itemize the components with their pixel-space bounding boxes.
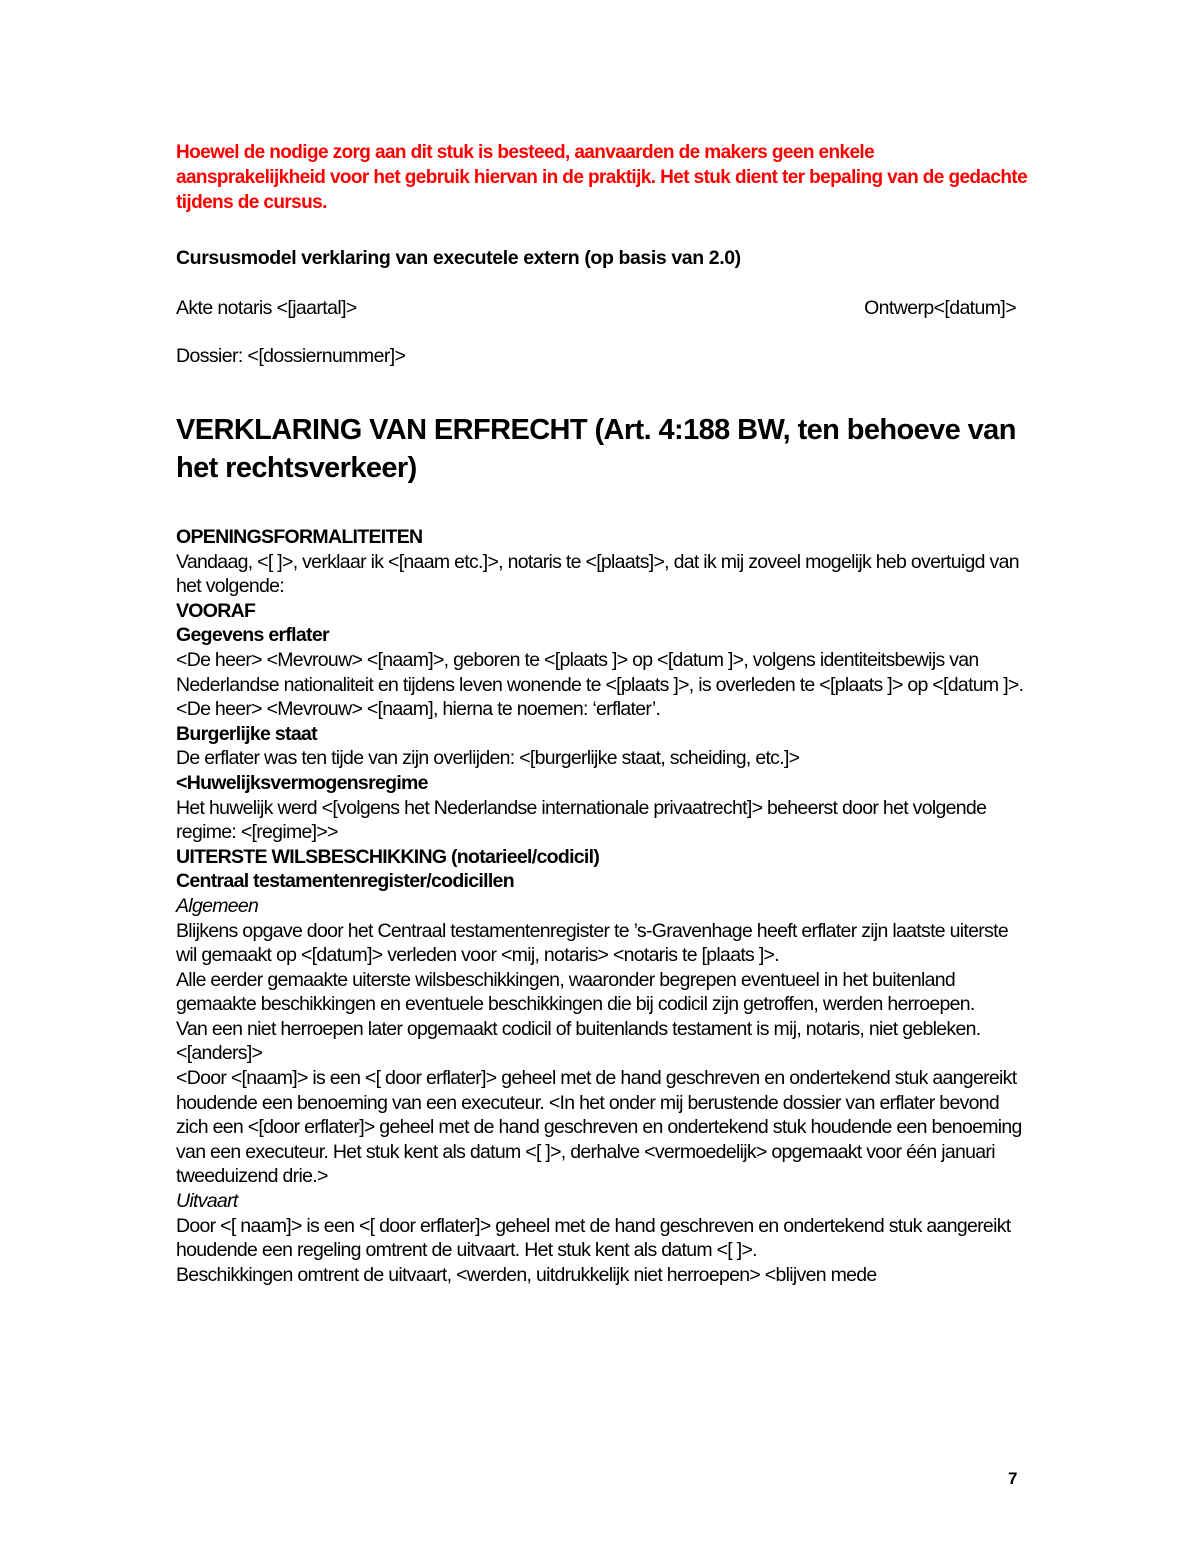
gegevens-paragraph: <De heer> <Mevrouw> <[naam]>, geboren te <[plaats ]> op <[datum ]>, volgens identiteitsbewijs van Nederlandse nationaliteit en tijdens leven wonende te <[plaats ]>, is overleden te <[plaats ]> op <[datum ]>. <De heer> <Mevrouw> <[naam], hierna te noemen: ‘erflater’. (176, 648, 1024, 721)
uitvaart-paragraph-2: Beschikkingen omtrent de uitvaart, <werden, uitdrukkelijk niet herroepen> <blijven mede (176, 1263, 877, 1286)
heading-huwelijksvermogensregime: <Huwelijksvermogensregime (176, 771, 428, 794)
page-number: 7 (1008, 1469, 1018, 1488)
disclaimer-text: Hoewel de nodige zorg aan dit stuk is besteed, aanvaarden de makers geen enkele aansprakelijkheid voor het gebruik hiervan in de praktijk. Het stuk dient ter bepaling van de gedachte tijdens de cursus. (176, 142, 1028, 213)
document-body (176, 525, 1028, 1287)
ontwerp-label: Ontwerp<[datum]> (864, 297, 1016, 319)
heading-uitvaart: Uitvaart (176, 1190, 238, 1213)
algemeen-paragraph-3: Van een niet herroepen later opgemaakt codicil of buitenlands testament is mij, notaris, niet gebleken. <[anders]> (176, 1017, 981, 1065)
akte-label: Akte notaris <[jaartal]> (176, 297, 357, 319)
uitvaart-paragraph-1: Door <[ naam]> is een <[ door erflater]> geheel met de hand geschreven en ondertekend stuk aangereikt houdende een regeling omtrent de uitvaart. Het stuk kent als datum <[ ]>. (176, 1214, 1011, 1262)
burgerlijke-paragraph: De erflater was ten tijde van zijn overlijden: <[burgerlijke staat, scheiding, etc.]> (176, 747, 800, 770)
openings-paragraph: Vandaag, <[ ]>, verklaar ik <[naam etc.]>, notaris te <[plaats]>, dat ik mij zoveel mogelijk heb overtuigd van het volgende: (176, 550, 1019, 598)
algemeen-paragraph-4: <Door <[naam]> is een <[ door erflater]> geheel met de hand geschreven en ondertekend stuk aangereikt houdende een benoeming van een executeur. <In het onder mij berustende dossier van erflater bevond zich een <[door erflater]> geheel met de hand geschreven en ondertekend stuk houdende een benoeming van een executeur. Het stuk kent als datum <[ ]>, derhalve <vermoedelijk> opgemaakt voor één januari tweeduizend drie.> (176, 1067, 1022, 1188)
heading-vooraf: VOORAF (176, 599, 256, 622)
dossier-label: Dossier: <[dossiernummer]> (176, 345, 406, 367)
heading-uiterste-wilsbeschikking: UITERSTE WILSBESCHIKKING (notarieel/codicil) (176, 845, 600, 868)
heading-gegevens-erflater: Gegevens erflater (176, 624, 329, 647)
heading-burgerlijke-staat: Burgerlijke staat (176, 722, 317, 745)
meta-row (176, 295, 1016, 321)
huwelijk-paragraph: Het huwelijk werd <[volgens het Nederlandse internationale privaatrecht]> beheerst door het volgende regime: <[regime]>> (176, 796, 987, 844)
page-content (176, 140, 1028, 1287)
algemeen-paragraph-1: Blijkens opgave door het Centraal testamentenregister te ’s-Gravenhage heeft erflater zijn laatste uiterste wil gemaakt op <[datum]> verleden voor <mij, notaris> <notaris te [plaats ]>. (176, 919, 1008, 967)
model-title: Cursusmodel verklaring van executele extern (op basis van 2.0) (176, 247, 741, 269)
heading-openingsformaliteiten: OPENINGSFORMALITEITEN (176, 526, 423, 548)
heading-algemeen: Algemeen (176, 894, 259, 917)
algemeen-paragraph-2: Alle eerder gemaakte uiterste wilsbeschikkingen, waaronder begrepen eventueel in het buitenland gemaakte beschikkingen en eventuele beschikkingen die bij codicil zijn getroffen, werden herroepen. (176, 968, 975, 1016)
main-title: VERKLARING VAN ERFRECHT (Art. 4:188 BW, ten behoeve van het rechtsverkeer) (176, 414, 1016, 484)
heading-centraal-testamentenregister: Centraal testamentenregister/codicillen (176, 870, 514, 893)
